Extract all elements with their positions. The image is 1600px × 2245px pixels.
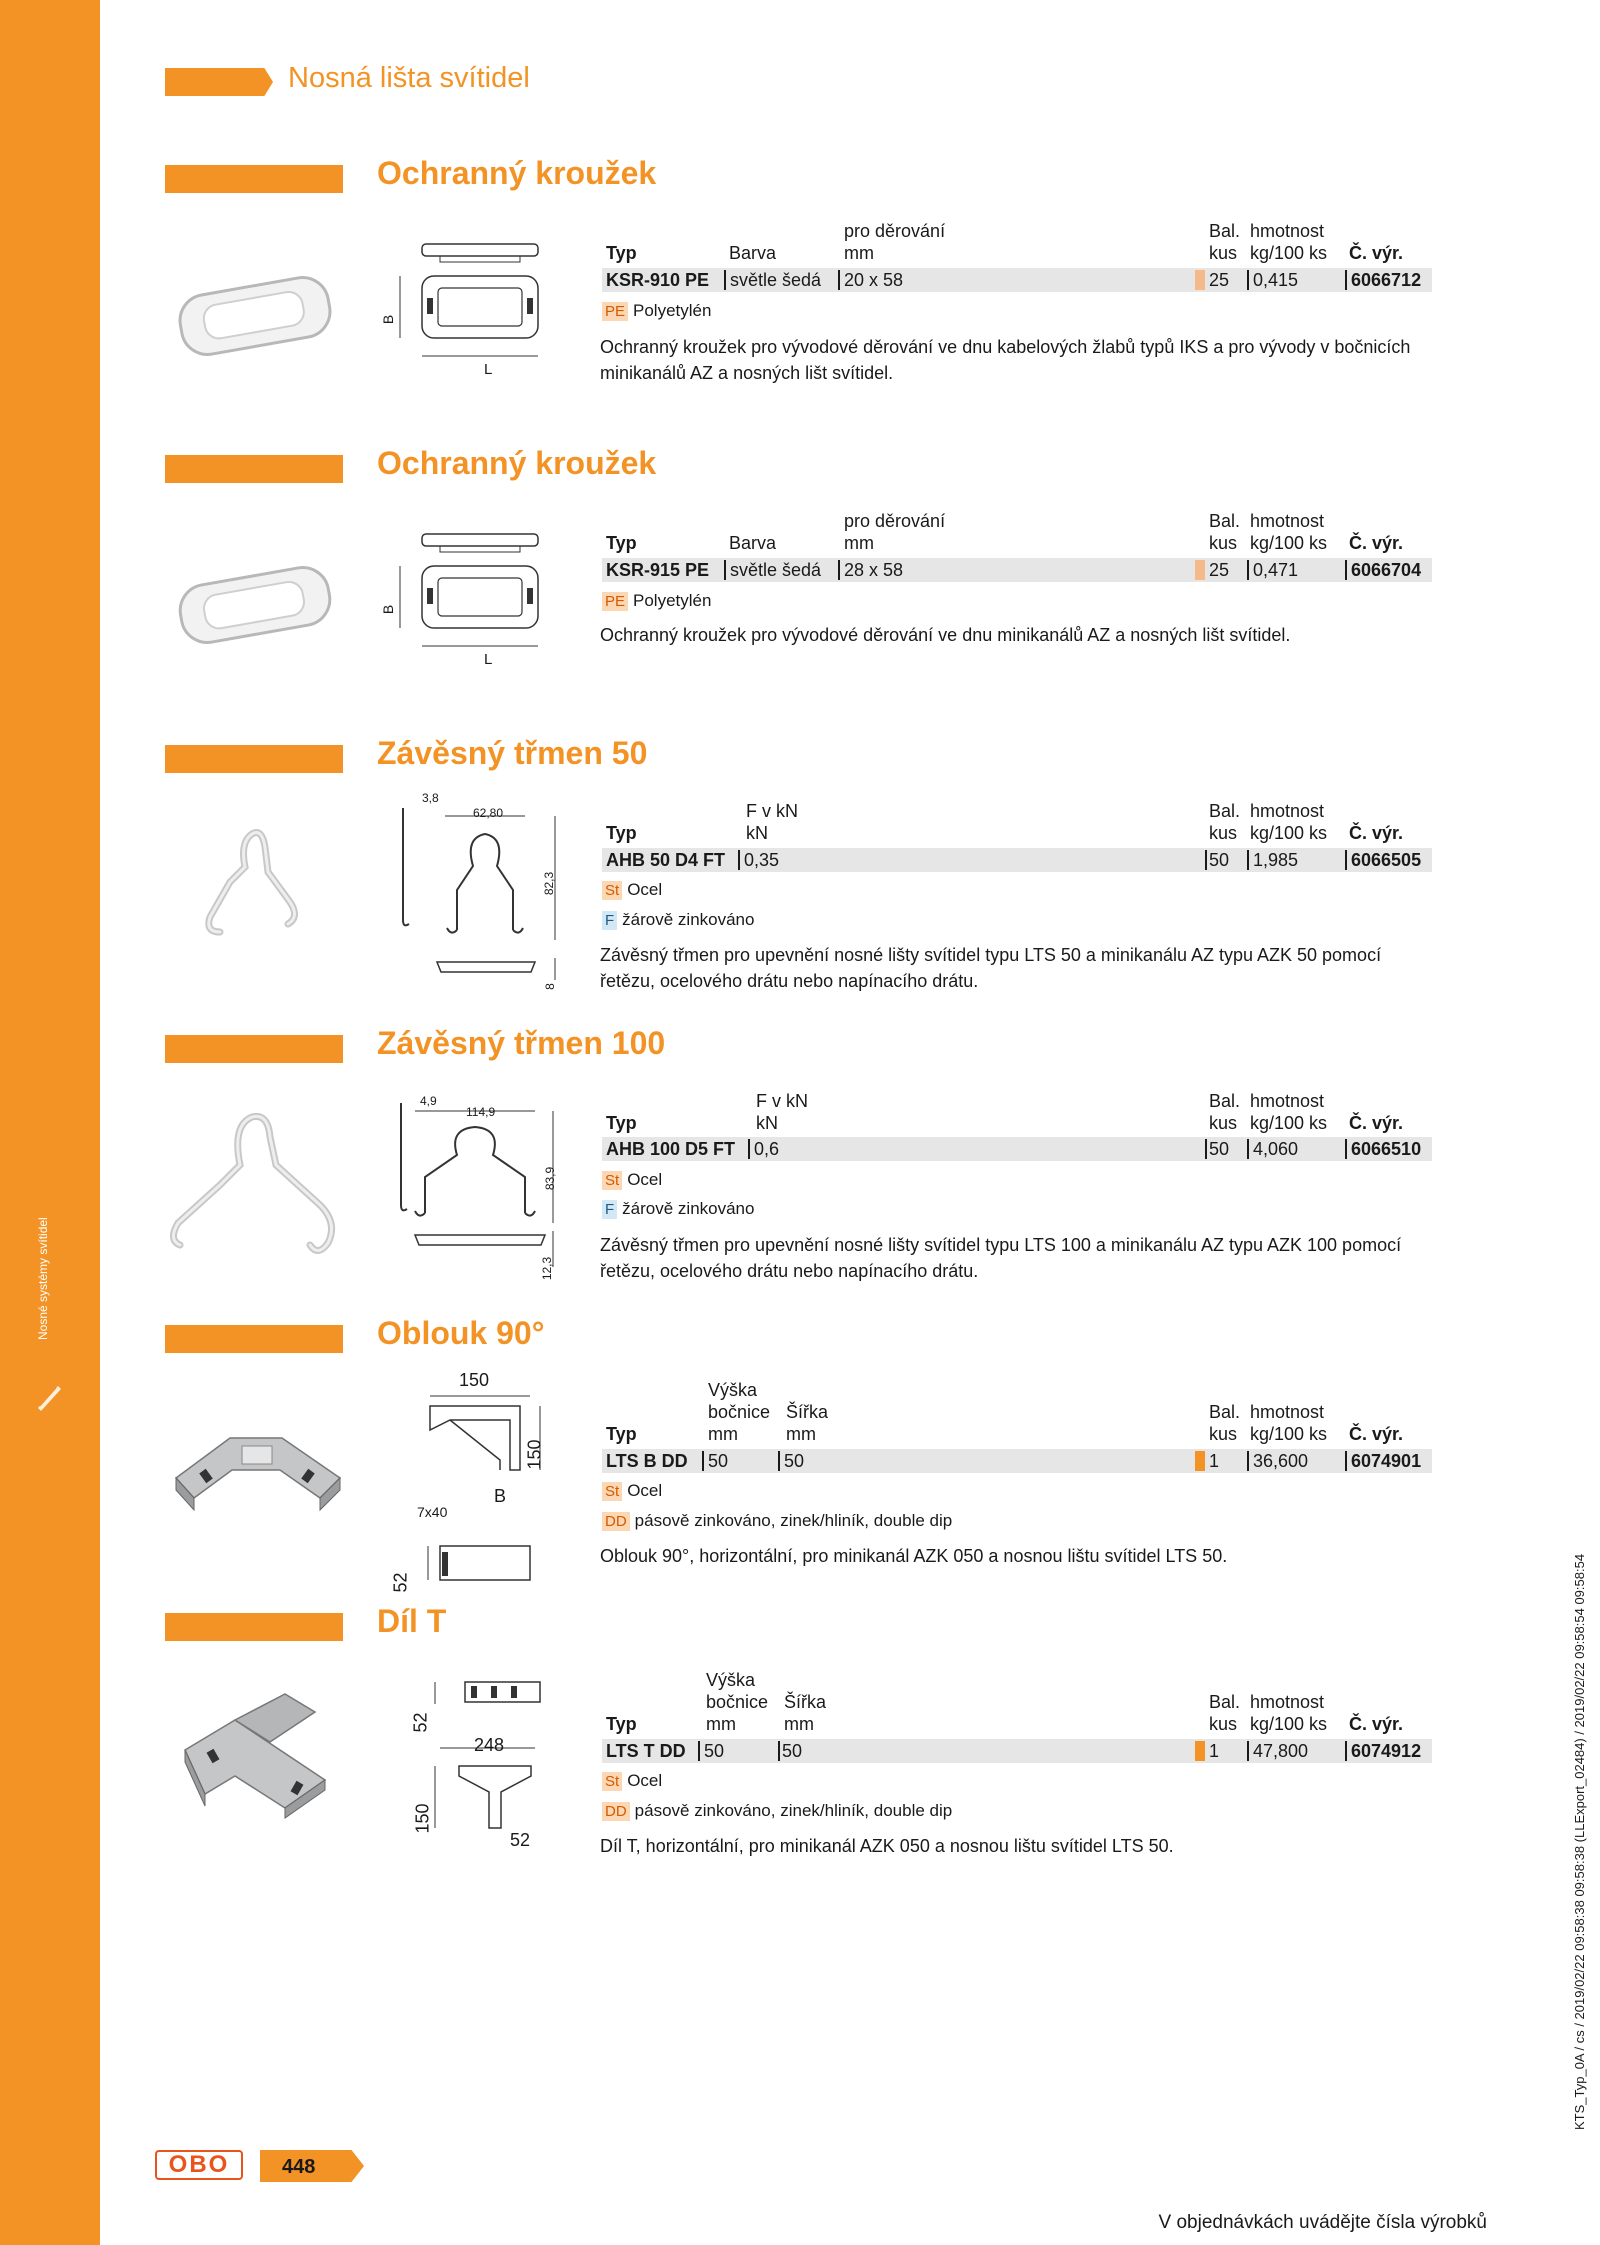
column-separator (1247, 1741, 1249, 1761)
col-header-vyska: Výška (708, 1380, 758, 1400)
material-code: F (602, 911, 617, 930)
material-text: žárově zinkováno (622, 910, 755, 929)
packaging-marker (1195, 1741, 1205, 1761)
material-text: Ocel (627, 880, 663, 899)
section-bar (165, 1325, 343, 1353)
cell-hmotnost: 47,800 (1253, 1741, 1309, 1761)
dim-b: B (380, 314, 397, 325)
obo-logo: OBO (155, 2150, 243, 2180)
dim-label: 8 (542, 983, 557, 990)
material-line (602, 1481, 662, 1505)
col-header-hmotnost: hmotnost (1250, 1091, 1325, 1111)
col-header-kg100: kg/100 ks (1250, 1714, 1328, 1734)
column-separator (778, 1451, 780, 1471)
material-text: žárově zinkováno (622, 1199, 755, 1218)
export-metadata: KTS_Typ_0A / cs / 2019/02/22 09:58:38 09:58:38 (LLExport_02484) / 2019/02/22 09:58:54 09:58:54 (1572, 1553, 1587, 2130)
col-header-hmotnost: hmotnost (1250, 801, 1325, 821)
cell-typ: LTS B DD (606, 1451, 688, 1471)
ring-drawing (380, 528, 580, 668)
col-header-pro-derovani: pro děrování (844, 511, 946, 531)
col-header-bal: Bal. (1209, 1402, 1241, 1422)
col-header-sirka: Šířka (786, 1402, 829, 1422)
col-header-mm: mm (708, 1424, 738, 1444)
material-code: DD (602, 1512, 630, 1531)
tee-product-image (175, 1690, 345, 1820)
cell-hmotnost: 36,600 (1253, 1451, 1309, 1471)
cell-cislo: 6074901 (1351, 1451, 1422, 1471)
material-text: Ocel (627, 1481, 663, 1500)
cell-cislo: 6066505 (1351, 850, 1422, 870)
cell-cislo: 6066704 (1351, 560, 1422, 580)
col-header-bocnice: bočnice (706, 1692, 769, 1712)
cell-f: 0,6 (754, 1139, 780, 1159)
cell-f: 0,35 (744, 850, 780, 870)
material-code: F (602, 1200, 617, 1219)
bend-drawing (390, 1390, 560, 1593)
col-header-f: F v kN (756, 1091, 808, 1111)
material-text: Ocel (627, 1170, 663, 1189)
col-header-bal: Bal. (1209, 801, 1241, 821)
col-header-kn: kN (756, 1113, 778, 1133)
col-header-kg100: kg/100 ks (1250, 533, 1328, 553)
col-header-kus: kus (1209, 1714, 1238, 1734)
dim-b: B (380, 604, 397, 615)
table-row[interactable] (602, 268, 1432, 292)
material-line (602, 880, 662, 904)
col-header-sirka: Šířka (784, 1692, 827, 1712)
cell-typ: KSR-910 PE (606, 270, 710, 290)
cell-cislo: 6066510 (1351, 1139, 1422, 1159)
column-separator (838, 560, 840, 580)
col-header-barva: Barva (729, 533, 777, 553)
cell-barva: světle šedá (730, 560, 822, 580)
col-header-kus: kus (1209, 823, 1238, 843)
col-header-cislo: Č. výr. (1349, 1424, 1404, 1444)
col-header-typ: Typ (606, 243, 637, 263)
column-separator (698, 1741, 700, 1761)
material-line (602, 910, 754, 934)
dim-label: 150 (412, 1803, 433, 1834)
col-header-cislo: Č. výr. (1349, 1714, 1404, 1734)
column-separator (1345, 560, 1347, 580)
material-code: St (602, 881, 622, 900)
col-header-kg100: kg/100 ks (1250, 823, 1328, 843)
dim-label: 114,9 (466, 1105, 496, 1119)
hanger-product-image (160, 1095, 350, 1265)
packaging-marker (1195, 1451, 1205, 1471)
col-header-typ: Typ (606, 1113, 637, 1133)
packaging-marker (1195, 270, 1205, 290)
column-separator (778, 1741, 780, 1761)
cell-typ: LTS T DD (606, 1741, 686, 1761)
dim-l: L (484, 651, 493, 668)
footer-note: V objednávkách uvádějte čísla výrobků (1158, 2212, 1487, 2233)
dim-label: 150 (459, 1370, 490, 1390)
page-number: 448 (282, 2156, 316, 2178)
column-separator (748, 1139, 750, 1159)
material-text: pásově zinkováno, zinek/hliník, double dip (634, 1801, 953, 1820)
dim-label: 52 (410, 1712, 431, 1733)
column-separator (1247, 560, 1249, 580)
ring-product-image (170, 268, 342, 363)
cell-bal: 1 (1209, 1451, 1220, 1471)
section-title: Díl T (377, 1603, 447, 1639)
material-line (602, 1170, 662, 1194)
material-text: Ocel (627, 1771, 663, 1790)
column-separator (1247, 1139, 1249, 1159)
column-separator (1205, 850, 1207, 870)
table-row[interactable] (602, 1449, 1432, 1473)
col-header-cislo: Č. výr. (1349, 243, 1404, 263)
product-description: Oblouk 90°, horizontální, pro minikanál AZK 050 a nosnou lištu svítidel LTS 50. (600, 1546, 1228, 1566)
col-header-f: F v kN (746, 801, 798, 821)
section-title: Závěsný třmen 50 (377, 735, 648, 771)
table-row[interactable] (602, 848, 1432, 872)
section-title: Ochranný kroužek (377, 445, 657, 481)
column-separator (1247, 270, 1249, 290)
cell-sirka: 50 (784, 1451, 805, 1471)
material-line (602, 591, 711, 615)
dim-label: 150 (524, 1439, 545, 1470)
product-description: Závěsný třmen pro upevnění nosné lišty svítidel typu LTS 50 a minikanálu AZ typu AZK 50 pomocí řetězu, ocelového drátu nebo napínacího drátu. (600, 945, 1382, 991)
cell-vyska: 50 (704, 1741, 725, 1761)
material-line (602, 1771, 662, 1795)
col-header-hmotnost: hmotnost (1250, 221, 1325, 241)
material-line (602, 1511, 952, 1535)
column-separator (1345, 1451, 1347, 1471)
cell-hmotnost: 0,471 (1253, 560, 1299, 580)
section-bar (165, 1613, 343, 1641)
col-header-cislo: Č. výr. (1349, 823, 1404, 843)
cell-derovani: 20 x 58 (844, 270, 904, 290)
col-header-hmotnost: hmotnost (1250, 1692, 1325, 1712)
col-header-bal: Bal. (1209, 221, 1241, 241)
packaging-marker (1195, 560, 1205, 580)
col-header-bocnice: bočnice (708, 1402, 771, 1422)
section-bar (165, 745, 343, 773)
dim-label: 4,9 (420, 1094, 437, 1108)
column-separator (702, 1451, 704, 1471)
cell-typ: AHB 100 D5 FT (606, 1139, 736, 1159)
section-bar (165, 165, 343, 193)
col-header-kus: kus (1209, 533, 1238, 553)
column-separator (724, 560, 726, 580)
cell-typ: AHB 50 D4 FT (606, 850, 726, 870)
col-header-hmotnost: hmotnost (1250, 511, 1325, 531)
material-code: St (602, 1171, 622, 1190)
dim-label: 248 (474, 1735, 505, 1755)
dim-label: 52 (510, 1830, 531, 1850)
column-separator (1205, 1139, 1207, 1159)
cell-cislo: 6066712 (1351, 270, 1422, 290)
column-separator (1345, 1741, 1347, 1761)
col-header-hmotnost: hmotnost (1250, 1402, 1325, 1422)
dim-label: 3,8 (422, 791, 439, 805)
col-header-mm: mm (786, 1424, 816, 1444)
material-line (602, 1199, 754, 1223)
bend-product-image (170, 1418, 345, 1518)
cell-typ: KSR-915 PE (606, 560, 710, 580)
ring-product-image (170, 560, 342, 650)
col-header-bal: Bal. (1209, 511, 1241, 531)
table-row[interactable] (602, 558, 1432, 582)
sidebar-band (0, 0, 100, 2245)
col-header-mm: mm (844, 243, 874, 263)
col-header-typ: Typ (606, 823, 637, 843)
dim-label: 12,3 (540, 1256, 555, 1281)
material-line (602, 1801, 952, 1825)
col-header-barva: Barva (729, 243, 777, 263)
cell-hmotnost: 1,985 (1253, 850, 1299, 870)
col-header-kg100: kg/100 ks (1250, 1424, 1328, 1444)
material-text: Polyetylén (633, 591, 712, 610)
col-header-bal: Bal. (1209, 1091, 1241, 1111)
header-tab (165, 68, 273, 96)
col-header-kg100: kg/100 ks (1250, 1113, 1328, 1133)
column-separator (1247, 850, 1249, 870)
column-separator (724, 270, 726, 290)
col-header-kus: kus (1209, 1113, 1238, 1133)
material-text: Polyetylén (633, 301, 712, 320)
col-header-pro-derovani: pro děrování (844, 221, 946, 241)
material-code: St (602, 1482, 622, 1501)
col-header-vyska: Výška (706, 1670, 756, 1690)
dim-label: 82,3 (542, 871, 557, 896)
ring-drawing (380, 238, 580, 378)
dim-label: 83,9 (543, 1166, 558, 1191)
column-separator (1345, 850, 1347, 870)
cable-tray-icon (36, 1382, 62, 1412)
material-code: DD (602, 1802, 630, 1821)
column-separator (1345, 1139, 1347, 1159)
cell-bal: 25 (1209, 270, 1230, 290)
section-bar (165, 455, 343, 483)
col-header-kus: kus (1209, 243, 1238, 263)
col-header-kg100: kg/100 ks (1250, 243, 1328, 263)
table-row[interactable] (602, 1137, 1432, 1161)
cell-hmotnost: 0,415 (1253, 270, 1299, 290)
column-separator (1345, 270, 1347, 290)
column-separator (1247, 1451, 1249, 1471)
dim-label: 62,80 (473, 806, 504, 820)
sidebar-vertical-label: Nosné systémy svítidel (36, 1217, 50, 1340)
material-text: pásově zinkováno, zinek/hliník, double dip (634, 1511, 953, 1530)
material-line (602, 301, 711, 325)
col-header-bal: Bal. (1209, 1692, 1241, 1712)
section-title: Ochranný kroužek (377, 155, 657, 191)
cell-derovani: 28 x 58 (844, 560, 904, 580)
col-header-mm: mm (706, 1714, 736, 1734)
col-header-typ: Typ (606, 1424, 637, 1444)
dim-label: 52 (390, 1572, 411, 1593)
cell-sirka: 50 (782, 1741, 803, 1761)
material-code: St (602, 1772, 622, 1791)
product-description: Díl T, horizontální, pro minikanál AZK 050 a nosnou lištu svítidel LTS 50. (600, 1836, 1174, 1856)
col-header-kus: kus (1209, 1424, 1238, 1444)
dim-l: L (484, 361, 493, 378)
col-header-typ: Typ (606, 533, 637, 553)
material-code: PE (602, 592, 628, 611)
col-header-cislo: Č. výr. (1349, 533, 1404, 553)
cell-bal: 50 (1209, 850, 1230, 870)
table-row[interactable] (602, 1739, 1432, 1763)
cell-bal: 1 (1209, 1741, 1220, 1761)
section-bar (165, 1035, 343, 1063)
section-title: Oblouk 90° (377, 1315, 545, 1351)
cell-vyska: 50 (708, 1451, 729, 1471)
column-separator (738, 850, 740, 870)
dim-label: B (494, 1486, 507, 1506)
product-description: Ochranný kroužek pro vývodové děrování ve dnu minikanálů AZ a nosných lišt svítidel. (600, 625, 1291, 645)
col-header-kn: kN (746, 823, 768, 843)
hanger-product-image (190, 822, 310, 942)
column-separator (838, 270, 840, 290)
col-header-mm: mm (844, 533, 874, 553)
product-description: Závěsný třmen pro upevnění nosné lišty svítidel typu LTS 100 a minikanálu AZ typu AZK 100 pomocí řetězu, ocelového drátu nebo napínacího drátu. (600, 1235, 1402, 1281)
cell-bal: 50 (1209, 1139, 1230, 1159)
material-code: PE (602, 302, 628, 321)
cell-hmotnost: 4,060 (1253, 1139, 1299, 1159)
col-header-cislo: Č. výr. (1349, 1113, 1404, 1133)
cell-cislo: 6074912 (1351, 1741, 1422, 1761)
dim-label: 7x40 (417, 1504, 448, 1520)
col-header-typ: Typ (606, 1714, 637, 1734)
cell-barva: světle šedá (730, 270, 822, 290)
page-title: Nosná lišta svítidel (288, 62, 530, 94)
cell-bal: 25 (1209, 560, 1230, 580)
col-header-mm: mm (784, 1714, 814, 1734)
product-description: Ochranný kroužek pro vývodové děrování ve dnu kabelových žlabů typů IKS a pro vývody v bočnicích minikanálů AZ a nosných lišt svítidel. (600, 337, 1411, 383)
section-title: Závěsný třmen 100 (377, 1025, 666, 1061)
